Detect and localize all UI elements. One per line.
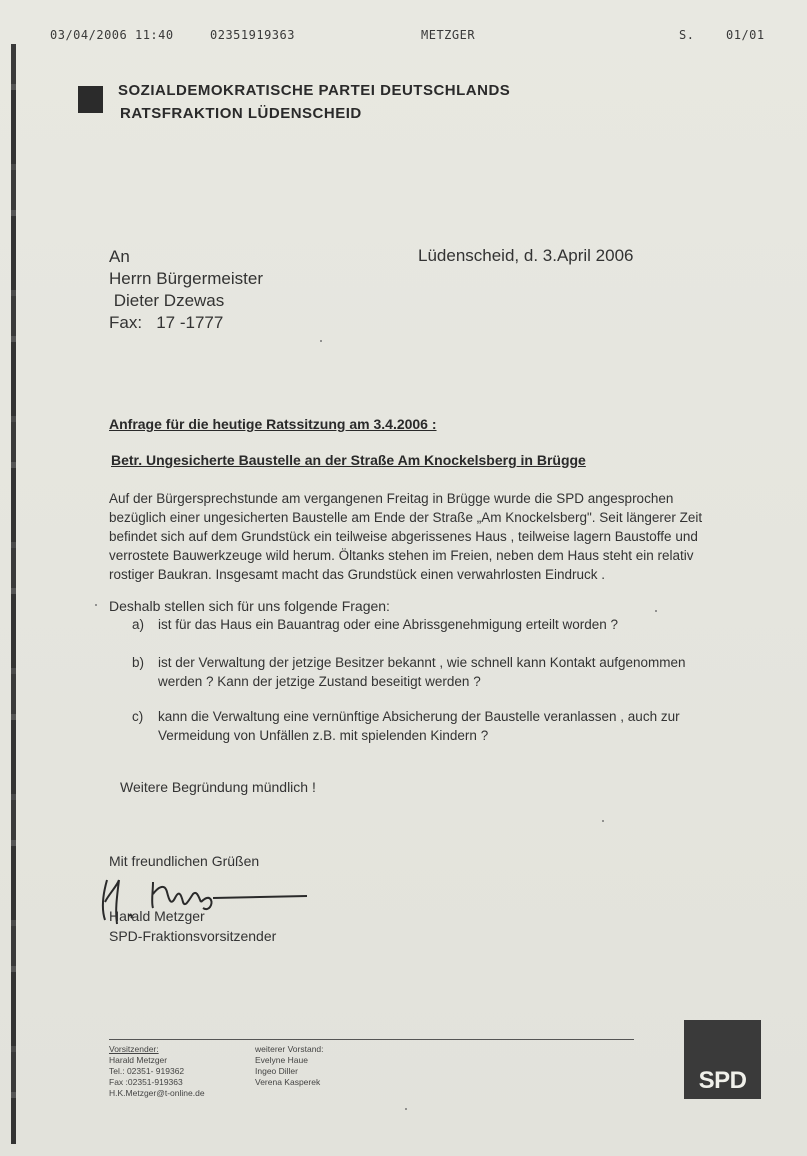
fax-header — [50, 28, 767, 44]
question-text — [158, 653, 686, 691]
question-text — [158, 615, 618, 634]
subject-reference: Betr. Ungesicherte Baustelle an der Straße Am Knockelsberg in Brügge — [111, 452, 586, 468]
recipient-fax: Fax: 17 -1777 — [109, 313, 224, 332]
question-line: werden ? Kann der jetzige Zustand beseitigt werden ? — [158, 674, 481, 689]
recipient-salutation: An — [109, 247, 130, 266]
organization-council-group: RATSFRAKTION LÜDENSCHEID — [120, 105, 362, 122]
recipient-title: Herrn Bürgermeister — [109, 269, 263, 288]
fax-sender: METZGER — [421, 28, 476, 42]
letter-date: Lüdenscheid, d. 3.April 2006 — [418, 246, 634, 265]
spd-logo — [684, 1020, 761, 1099]
footer-chair-line: Fax :02351-919363 — [109, 1077, 183, 1087]
question-label: c) — [132, 709, 144, 724]
fax-scan-edge — [11, 44, 16, 1144]
signer-role: SPD-Fraktionsvorsitzender — [109, 928, 277, 944]
question-text — [158, 707, 680, 745]
footer-board-line: Evelyne Haue — [255, 1055, 308, 1065]
letterhead-square-mark — [78, 86, 103, 113]
footer-chair-heading: Vorsitzender: — [109, 1044, 159, 1054]
question-line: Vermeidung von Unfällen z.B. mit spielenden Kindern ? — [158, 728, 489, 743]
footer-chair — [109, 1044, 205, 1099]
body-line: befindet sich auf dem Grundstück ein teilweise abgerissenes Haus , teilweise lagern Baustoffe und — [109, 529, 698, 544]
footer-chair-line: Tel.: 02351- 919362 — [109, 1066, 185, 1076]
question-line: ist für das Haus ein Bauantrag oder eine Abrissgenehmigung erteilt worden ? — [158, 617, 619, 632]
fax-number: 02351919363 — [210, 28, 295, 42]
footer-chair-line: Harald Metzger — [109, 1055, 168, 1065]
body-line: bezüglich einer ungesicherten Baustelle am Ende der Straße „Am Knockelsberg". Seit längerer Zeit — [109, 510, 703, 525]
body-line: rostiger Baukran. Insgesamt macht das Grundstück einen verwahrlosten Eindruck . — [109, 567, 605, 582]
closing-note: Weitere Begründung mündlich ! — [120, 779, 316, 795]
footer-divider — [109, 1039, 634, 1040]
body-line: Auf der Bürgersprechstunde am vergangenen Freitag in Brügge wurde die SPD angesprochen — [109, 491, 674, 506]
spd-logo-text: SPD — [698, 1067, 747, 1094]
question-label: a) — [132, 617, 145, 632]
questions-intro: Deshalb stellen sich für uns folgende Fragen: — [109, 598, 390, 614]
greeting: Mit freundlichen Grüßen — [109, 853, 260, 869]
signer-name: Harald Metzger — [109, 908, 205, 924]
footer-chair-line: H.K.Metzger@t-online.de — [109, 1088, 205, 1098]
fax-page-label: S. — [679, 28, 695, 42]
body-line: verrostete Bauwerkzeuge wild herum. Öltanks stehen im Freien, neben dem Haus steht ein relativ — [109, 548, 694, 563]
footer-board-line: Verena Kasperek — [255, 1077, 321, 1087]
footer-board — [255, 1044, 324, 1088]
recipient-name: Dieter Dzewas — [109, 291, 225, 310]
footer-board-line: Ingeo Diller — [255, 1066, 298, 1076]
question-label: b) — [132, 655, 145, 670]
question-line: ist der Verwaltung der jetzige Besitzer bekannt , wie schnell kann Kontakt aufgenommen — [158, 655, 686, 670]
fax-page-count: 01/01 — [726, 28, 765, 42]
recipient-block — [109, 246, 263, 334]
organization-name: SOZIALDEMOKRATISCHE PARTEI DEUTSCHLANDS — [118, 82, 511, 99]
footer-board-heading: weiterer Vorstand: — [255, 1044, 324, 1054]
inquiry-heading: Anfrage für die heutige Ratssitzung am 3.4.2006 : — [109, 416, 437, 432]
fax-date-time: 03/04/2006 11:40 — [50, 28, 174, 42]
question-line: kann die Verwaltung eine vernünftige Absicherung der Baustelle veranlassen , auch zur — [158, 709, 680, 724]
letter-body — [109, 489, 709, 584]
